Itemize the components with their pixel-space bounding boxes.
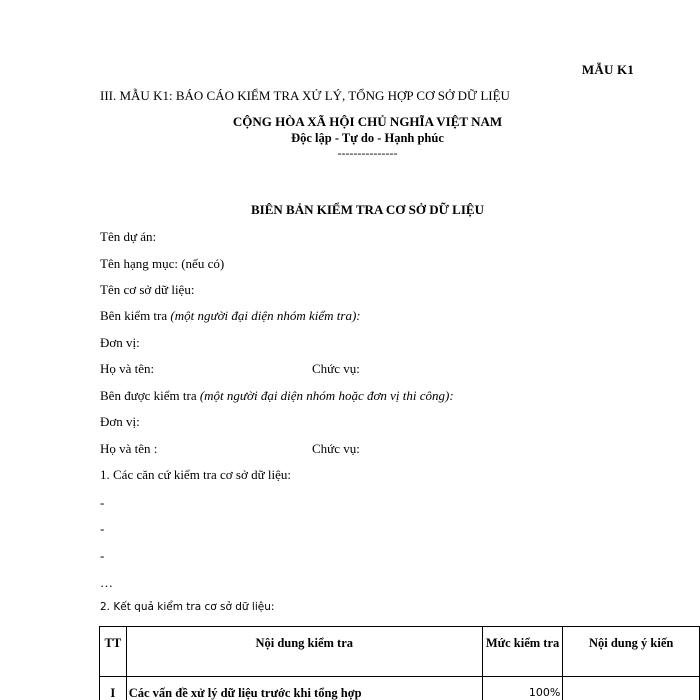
column-header-tt: TT [100,627,127,677]
results-heading: 2. Kết quả kiểm tra cơ sở dữ liệu: [100,601,275,613]
results-table [99,626,700,700]
item-name-field: Tên hạng mục: (nếu có) [100,256,225,271]
database-name-field: Tên cơ sở dữ liệu: [100,282,195,297]
basis-item: - [100,495,105,510]
inspector-label: Bên kiểm tra [100,308,168,323]
motto: Độc lập - Tự do - Hạnh phúc [291,131,444,145]
title-divider: --------------- [337,146,398,160]
inspected-position-field: Chức vụ: [312,441,360,456]
basis-item: … [100,575,113,590]
section-title: III. MẪU K1: BÁO CÁO KIỂM TRA XỬ LÝ, TỔNG HỢP CƠ SỞ DỮ LIỆU [100,88,510,103]
national-title: CỘNG HÒA XÃ HỘI CHỦ NGHĨA VIỆT NAM [232,114,503,129]
inspector-note: (một người đại diện nhóm kiểm tra): [170,308,361,323]
form-code: MẪU K1 [581,62,634,77]
cell-level: 100% [482,677,563,700]
inspected-unit-field: Đơn vị: [100,414,140,429]
inspector-unit-field: Đơn vị: [100,335,140,350]
column-header-level: Mức kiểm tra [482,627,563,677]
project-name-field: Tên dự án: [100,229,157,244]
basis-item: - [100,521,105,536]
column-header-content: Nội dung kiểm tra [126,627,482,677]
cell-opinion[interactable] [563,677,700,700]
cell-tt: I [100,677,127,700]
inspector-position-field: Chức vụ: [312,361,360,376]
basis-heading: 1. Các căn cứ kiểm tra cơ sở dữ liệu: [100,467,292,482]
inspected-field [100,388,454,404]
table-header-row [100,627,700,677]
table-row [100,677,700,700]
inspected-note: (một người đại diện nhóm hoặc đơn vị thi công): [199,388,454,403]
basis-item: - [100,548,105,563]
inspector-field [100,308,361,324]
document-title: BIÊN BẢN KIỂM TRA CƠ SỞ DỮ LIỆU [251,202,484,217]
cell-content: Các vấn đề xử lý dữ liệu trước khi tổng hợp [126,677,482,700]
inspected-label: Bên được kiểm tra [100,388,197,403]
inspector-name-field: Họ và tên: [100,361,155,376]
inspected-name-field: Họ và tên : [100,441,158,456]
column-header-opinion: Nội dung ý kiến [563,627,700,677]
